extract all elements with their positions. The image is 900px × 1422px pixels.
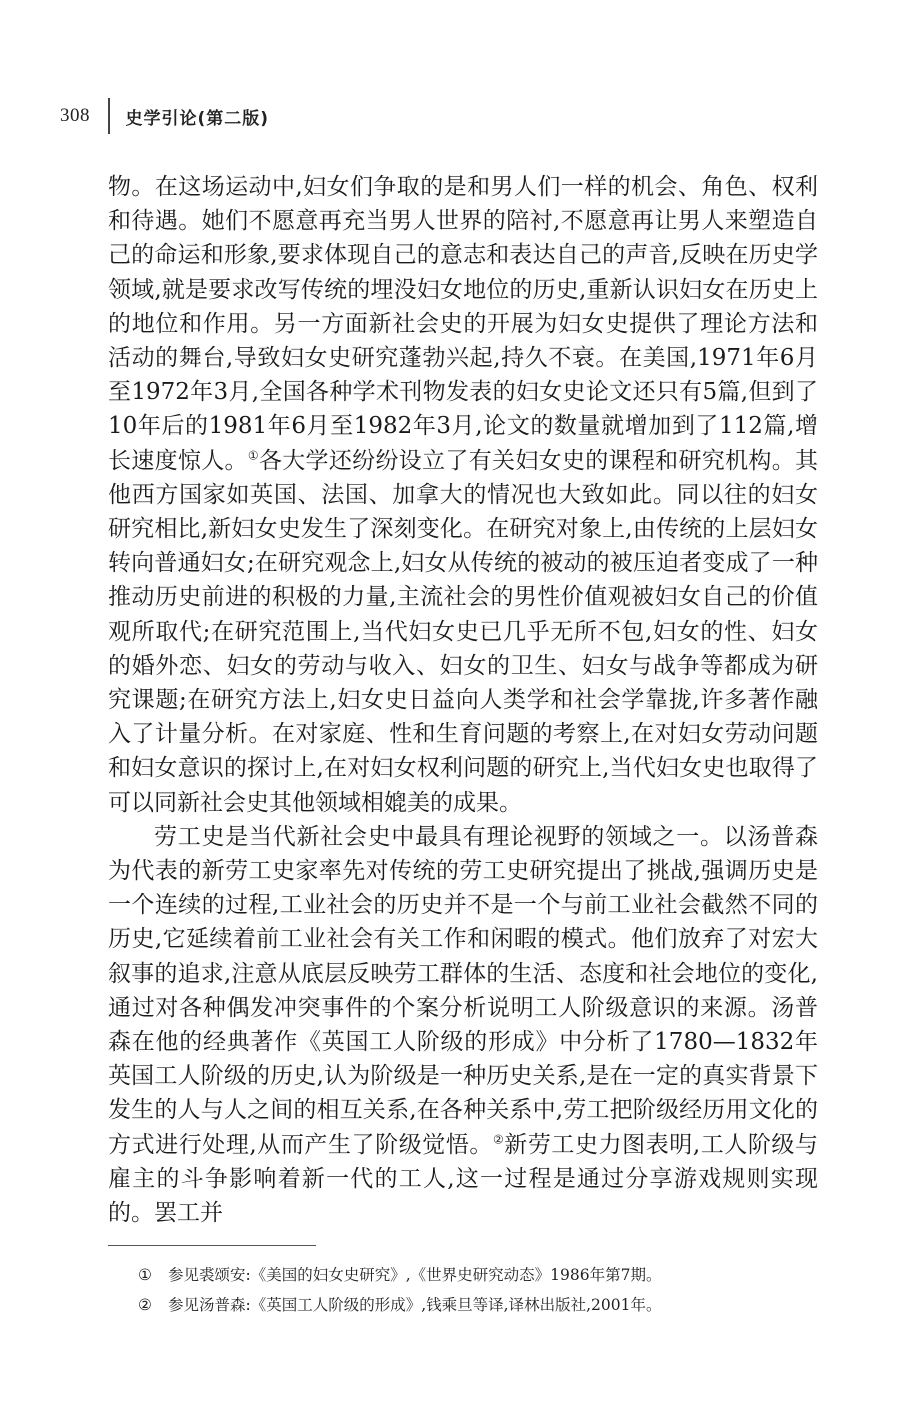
body-text bbox=[108, 170, 818, 1230]
footnote-1 bbox=[138, 1260, 818, 1290]
paragraph-text: 劳工史是当代新社会史中最具有理论视野的领域之一。以汤普森为代表的新劳工史家率先对传统的劳工史研究提出了挑战,强调历史是一个连续的过程,工业社会的历史并不是一个与前工业社会截然不同的历史,它延续着前工业社会有关工作和闲暇的模式。他们放弃了对宏大叙事的追求,注意从底层反映劳工群体的生活、态度和社会地位的变化,通过对各种偶发冲突事件的个案分析说明工人阶级意识的来源。汤普森在他的经典著作《英国工人阶级的形成》中分析了1780—1832年英国工人阶级的历史,认为阶级是一种历史关系,是在一定的真实背景下发生的人与人之间的相互关系,在各种关系中,劳工把阶级经历用文化的方式进行处理,从而产生了阶级觉悟。 bbox=[108, 823, 818, 1158]
footnote-reference-1[interactable]: ① bbox=[247, 447, 259, 462]
paragraph-text: 新劳工史力图表明,工人阶级与雇主的斗争影响着新一代的工人,这一过程是通过分享游戏规则实现的。罢工并 bbox=[108, 1131, 818, 1227]
running-title: 史学引论(第二版) bbox=[125, 108, 270, 129]
footnote-reference-2[interactable]: ② bbox=[492, 1132, 505, 1147]
paragraph-text: 物。在这场运动中,妇女们争取的是和男人们一样的机会、角色、权利和待遇。她们不愿意再充当男人世界的陪衬,不愿意再让男人来塑造自己的命运和形象,要求体现自己的意志和表达自己的声音,反映在历史学领域,就是要求改写传统的埋没妇女地位的历史,重新认识妇女在历史上的地位和作用。另一方面新社会史的开展为妇女史提供了理论方法和活动的舞台,导致妇女史研究蓬勃兴起,持久不衰。在美国,1971年6月至1972年3月,全国各种学术刊物发表的妇女史论文还只有5篇,但到了10年后的1981年6月至1982年3月,论文的数量就增加到了112篇,增长速度惊人。 bbox=[108, 174, 818, 474]
header-divider bbox=[108, 98, 110, 134]
footnotes bbox=[138, 1260, 818, 1320]
running-header bbox=[60, 96, 269, 136]
page-number: 308 bbox=[60, 105, 90, 126]
footnote-marker: ② bbox=[138, 1296, 152, 1314]
footnote-text: 参见汤普森:《英国工人阶级的形成》,钱乘旦等译,译林出版社,2001年。 bbox=[168, 1296, 662, 1314]
footnote-marker: ① bbox=[138, 1266, 152, 1284]
paragraph-labor-history bbox=[108, 820, 818, 1230]
paragraph-womens-history bbox=[108, 170, 818, 820]
footnote-divider bbox=[108, 1245, 316, 1246]
footnote-2 bbox=[138, 1290, 818, 1320]
footnote-text: 参见裘颂安:《美国的妇女史研究》,《世界史研究动态》1986年第7期。 bbox=[168, 1266, 662, 1284]
paragraph-text: 各大学还纷纷设立了有关妇女史的课程和研究机构。其他西方国家如英国、法国、加拿大的情况也大致如此。同以往的妇女研究相比,新妇女史发生了深刻变化。在研究对象上,由传统的上层妇女转向普通妇女;在研究观念上,妇女从传统的被动的被压迫者变成了一种推动历史前进的积极的力量,主流社会的男性价值观被妇女自己的价值观所取代;在研究范围上,当代妇女史已几乎无所不包,妇女的性、妇女的婚外恋、妇女的劳动与收入、妇女的卫生、妇女与战争等都成为研究课题;在研究方法上,妇女史日益向人类学和社会学靠拢,许多著作融入了计量分析。在对家庭、性和生育问题的考察上,在对妇女劳动问题和妇女意识的探讨上,在对妇女权利问题的研究上,当代妇女史也取得了可以同新社会史其他领域相媲美的成果。 bbox=[108, 447, 819, 816]
